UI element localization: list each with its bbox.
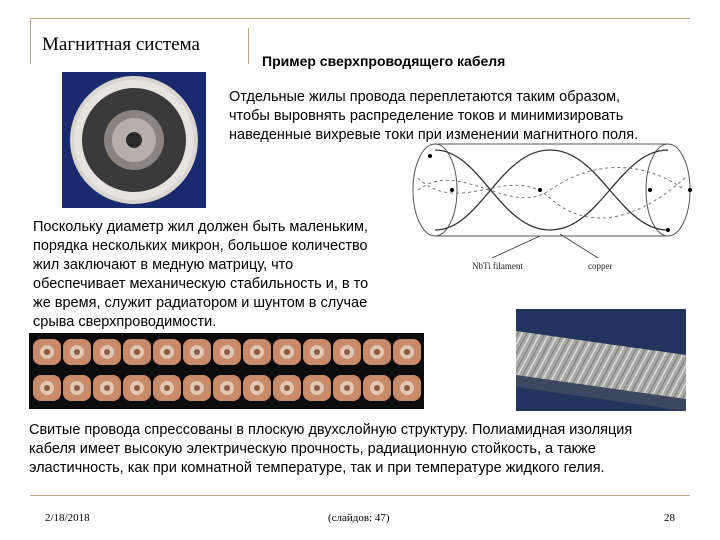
paragraph-line: кабеля имеет высокую электрическую прочность, радиационную стойкость, а также xyxy=(29,441,596,457)
nbti-filament-label: NbTi filament xyxy=(472,261,523,271)
flat-cable-surface-photo xyxy=(516,309,686,411)
paragraph-line: чтобы выровнять распределение токов и минимизировать xyxy=(229,108,624,124)
slide-title: Магнитная система xyxy=(42,34,200,55)
paragraph-line: порядка нескольких микрон, большое количество xyxy=(33,238,368,254)
flat-cable-cross-section-photo xyxy=(29,333,424,409)
paragraph-copper-matrix xyxy=(33,218,368,332)
paragraph-flat-structure xyxy=(29,421,632,478)
footer-page-number: 28 xyxy=(664,512,675,524)
frame-bottom-line xyxy=(30,495,690,496)
paragraph-line: эластичность, как при комнатной температуре, так и при температуре жидкого гелия. xyxy=(29,460,605,476)
paragraph-line: жил заключают в медную матрицу, что xyxy=(33,257,294,273)
paragraph-line: наведенные вихревые токи при изменении магнитного поля. xyxy=(229,127,639,143)
paragraph-line: Поскольку диаметр жил должен быть маленьким, xyxy=(33,219,368,235)
paragraph-line: Свитые провода спрессованы в плоскую двухслойную структуру. Полиамидная изоляция xyxy=(29,422,633,438)
paragraph-line: же время, служит радиатором и шунтом в случае xyxy=(33,295,368,311)
footer-date: 2/18/2018 xyxy=(45,512,90,524)
cable-cross-section-photo xyxy=(62,72,206,208)
footer-slides-count: (слайдов: 47) xyxy=(328,512,390,524)
slide-subtitle: Пример сверхпроводящего кабеля xyxy=(262,53,506,69)
paragraph-line: обеспечивает механическую стабильность и, в то xyxy=(33,276,369,292)
frame-left-line xyxy=(30,18,31,64)
paragraph-line: Отдельные жилы провода переплетаются таким образом, xyxy=(229,89,621,105)
paragraph-twisted-strands xyxy=(229,88,638,145)
twisted-filament-diagram xyxy=(400,138,700,278)
frame-top-line xyxy=(30,18,690,19)
paragraph-line: срыва сверхпроводимости. xyxy=(33,314,217,330)
copper-label: copper xyxy=(588,261,613,271)
frame-title-divider xyxy=(248,28,249,64)
